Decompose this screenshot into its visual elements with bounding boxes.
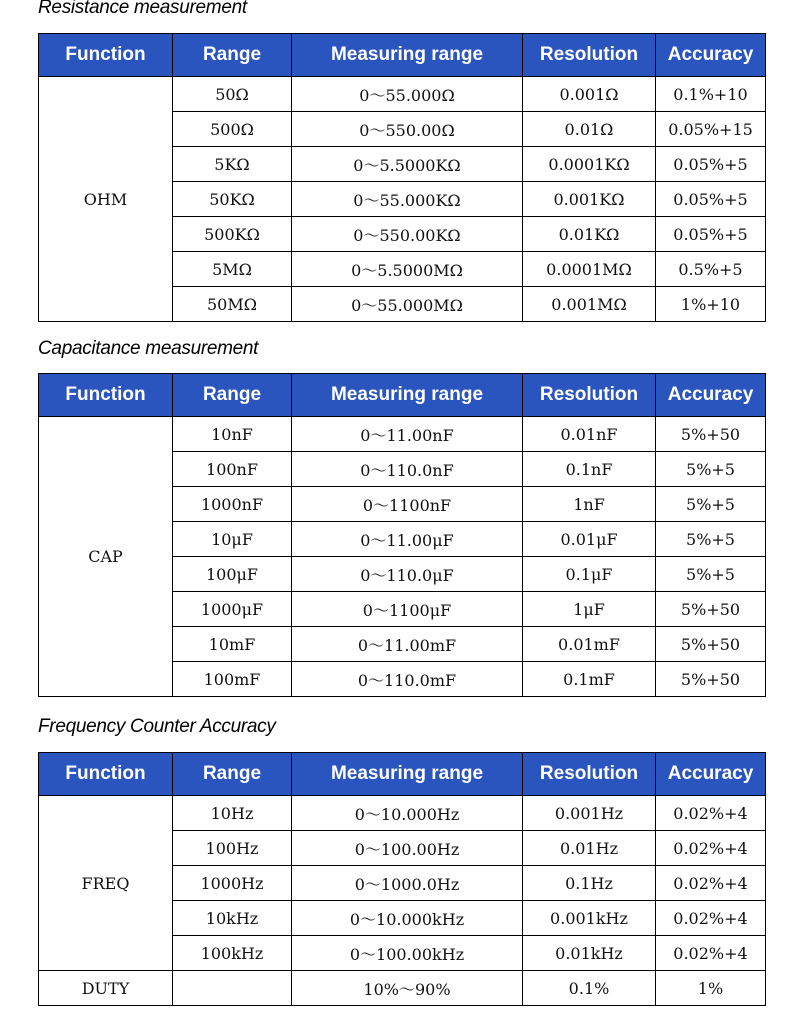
header-function: Function [39,753,173,796]
range-cell: 100μF [173,557,292,592]
range-cell: 10μF [173,522,292,557]
resolution-cell: 0.001MΩ [523,287,656,322]
header-range: Range [173,34,292,77]
accuracy-cell: 1%+10 [656,287,766,322]
resolution-cell: 1μF [523,592,656,627]
header-range: Range [173,374,292,417]
header-accuracy: Accuracy [656,34,766,77]
accuracy-cell: 0.1%+10 [656,77,766,112]
resolution-cell: 0.01μF [523,522,656,557]
frequency-section-title: Frequency Counter Accuracy [38,716,276,737]
accuracy-cell: 0.02%+4 [656,831,766,866]
measuring-cell: 0～55.000Ω [292,77,523,112]
resolution-cell: 0.01nF [523,417,656,452]
header-range: Range [173,753,292,796]
range-cell: 10mF [173,627,292,662]
resolution-cell: 0.1nF [523,452,656,487]
range-cell: 500Ω [173,112,292,147]
capacitance-table [38,373,766,697]
range-cell: 100kHz [173,936,292,971]
range-cell: 100nF [173,452,292,487]
header-resolution: Resolution [523,374,656,417]
range-cell: 100mF [173,662,292,697]
measuring-cell: 0～100.00kHz [292,936,523,971]
accuracy-cell: 5%+50 [656,592,766,627]
accuracy-cell: 0.05%+5 [656,217,766,252]
header-resolution: Resolution [523,34,656,77]
measuring-cell: 0～55.000MΩ [292,287,523,322]
accuracy-cell: 5%+5 [656,487,766,522]
resolution-cell: 0.001Ω [523,77,656,112]
measuring-cell: 0～1100nF [292,487,523,522]
measuring-cell: 0～55.000KΩ [292,182,523,217]
accuracy-cell: 0.02%+4 [656,866,766,901]
resistance-table [38,33,766,322]
table-row [39,77,766,112]
accuracy-cell: 0.05%+5 [656,182,766,217]
accuracy-cell: 0.02%+4 [656,901,766,936]
range-cell: 5KΩ [173,147,292,182]
measuring-cell: 0～5.5000MΩ [292,252,523,287]
range-cell: 1000Hz [173,866,292,901]
measuring-cell: 0～1000.0Hz [292,866,523,901]
header-function: Function [39,374,173,417]
duty-range-cell [173,971,292,1006]
header-measuring-range: Measuring range [292,34,523,77]
range-cell: 5MΩ [173,252,292,287]
accuracy-cell: 5%+5 [656,522,766,557]
resolution-cell: 0.1Hz [523,866,656,901]
measuring-cell: 0～11.00μF [292,522,523,557]
capacitance-section-title: Capacitance measurement [38,338,259,359]
measuring-cell: 0～110.0mF [292,662,523,697]
header-accuracy: Accuracy [656,753,766,796]
resolution-cell: 0.001Hz [523,796,656,831]
range-cell: 1000nF [173,487,292,522]
resolution-cell: 0.01KΩ [523,217,656,252]
resolution-cell: 0.01Hz [523,831,656,866]
header-measuring-range: Measuring range [292,753,523,796]
range-cell: 100Hz [173,831,292,866]
resolution-cell: 1nF [523,487,656,522]
accuracy-cell: 0.02%+4 [656,796,766,831]
measuring-cell: 0～100.00Hz [292,831,523,866]
duty-row [39,971,766,1006]
resolution-cell: 0.0001KΩ [523,147,656,182]
measuring-cell: 0～110.0μF [292,557,523,592]
function-cell: OHM [39,77,173,322]
resolution-cell: 0.01Ω [523,112,656,147]
range-cell: 50MΩ [173,287,292,322]
resolution-cell: 0.1μF [523,557,656,592]
header-measuring-range: Measuring range [292,374,523,417]
accuracy-cell: 0.05%+5 [656,147,766,182]
range-cell: 500KΩ [173,217,292,252]
accuracy-cell: 5%+5 [656,557,766,592]
duty-resolution-cell: 0.1% [523,971,656,1006]
range-cell: 10nF [173,417,292,452]
header-row [39,34,766,77]
function-cell: CAP [39,417,173,697]
measuring-cell: 0～550.00KΩ [292,217,523,252]
resolution-cell: 0.001kHz [523,901,656,936]
frequency-table [38,752,766,1006]
measuring-cell: 0～11.00nF [292,417,523,452]
accuracy-cell: 5%+5 [656,452,766,487]
measuring-cell: 0～10.000kHz [292,901,523,936]
table-row [39,796,766,831]
range-cell: 10Hz [173,796,292,831]
measuring-cell: 0～10.000Hz [292,796,523,831]
header-accuracy: Accuracy [656,374,766,417]
measuring-cell: 0～550.00Ω [292,112,523,147]
measuring-cell: 0～11.00mF [292,627,523,662]
range-cell: 50KΩ [173,182,292,217]
duty-accuracy-cell: 1% [656,971,766,1006]
header-row [39,753,766,796]
measuring-cell: 0～110.0nF [292,452,523,487]
resistance-section-title: Resistance measurement [38,0,247,18]
measuring-cell: 0～1100μF [292,592,523,627]
resolution-cell: 0.01kHz [523,936,656,971]
accuracy-cell: 5%+50 [656,627,766,662]
header-resolution: Resolution [523,753,656,796]
resolution-cell: 0.01mF [523,627,656,662]
accuracy-cell: 0.02%+4 [656,936,766,971]
resolution-cell: 0.001KΩ [523,182,656,217]
resolution-cell: 0.0001MΩ [523,252,656,287]
duty-measuring-cell: 10%～90% [292,971,523,1006]
measuring-cell: 0～5.5000KΩ [292,147,523,182]
resolution-cell: 0.1mF [523,662,656,697]
table-row [39,417,766,452]
range-cell: 50Ω [173,77,292,112]
duty-function-cell: DUTY [39,971,173,1006]
header-row [39,374,766,417]
accuracy-cell: 5%+50 [656,662,766,697]
accuracy-cell: 0.05%+15 [656,112,766,147]
accuracy-cell: 0.5%+5 [656,252,766,287]
range-cell: 1000μF [173,592,292,627]
function-cell: FREQ [39,796,173,971]
header-function: Function [39,34,173,77]
range-cell: 10kHz [173,901,292,936]
accuracy-cell: 5%+50 [656,417,766,452]
